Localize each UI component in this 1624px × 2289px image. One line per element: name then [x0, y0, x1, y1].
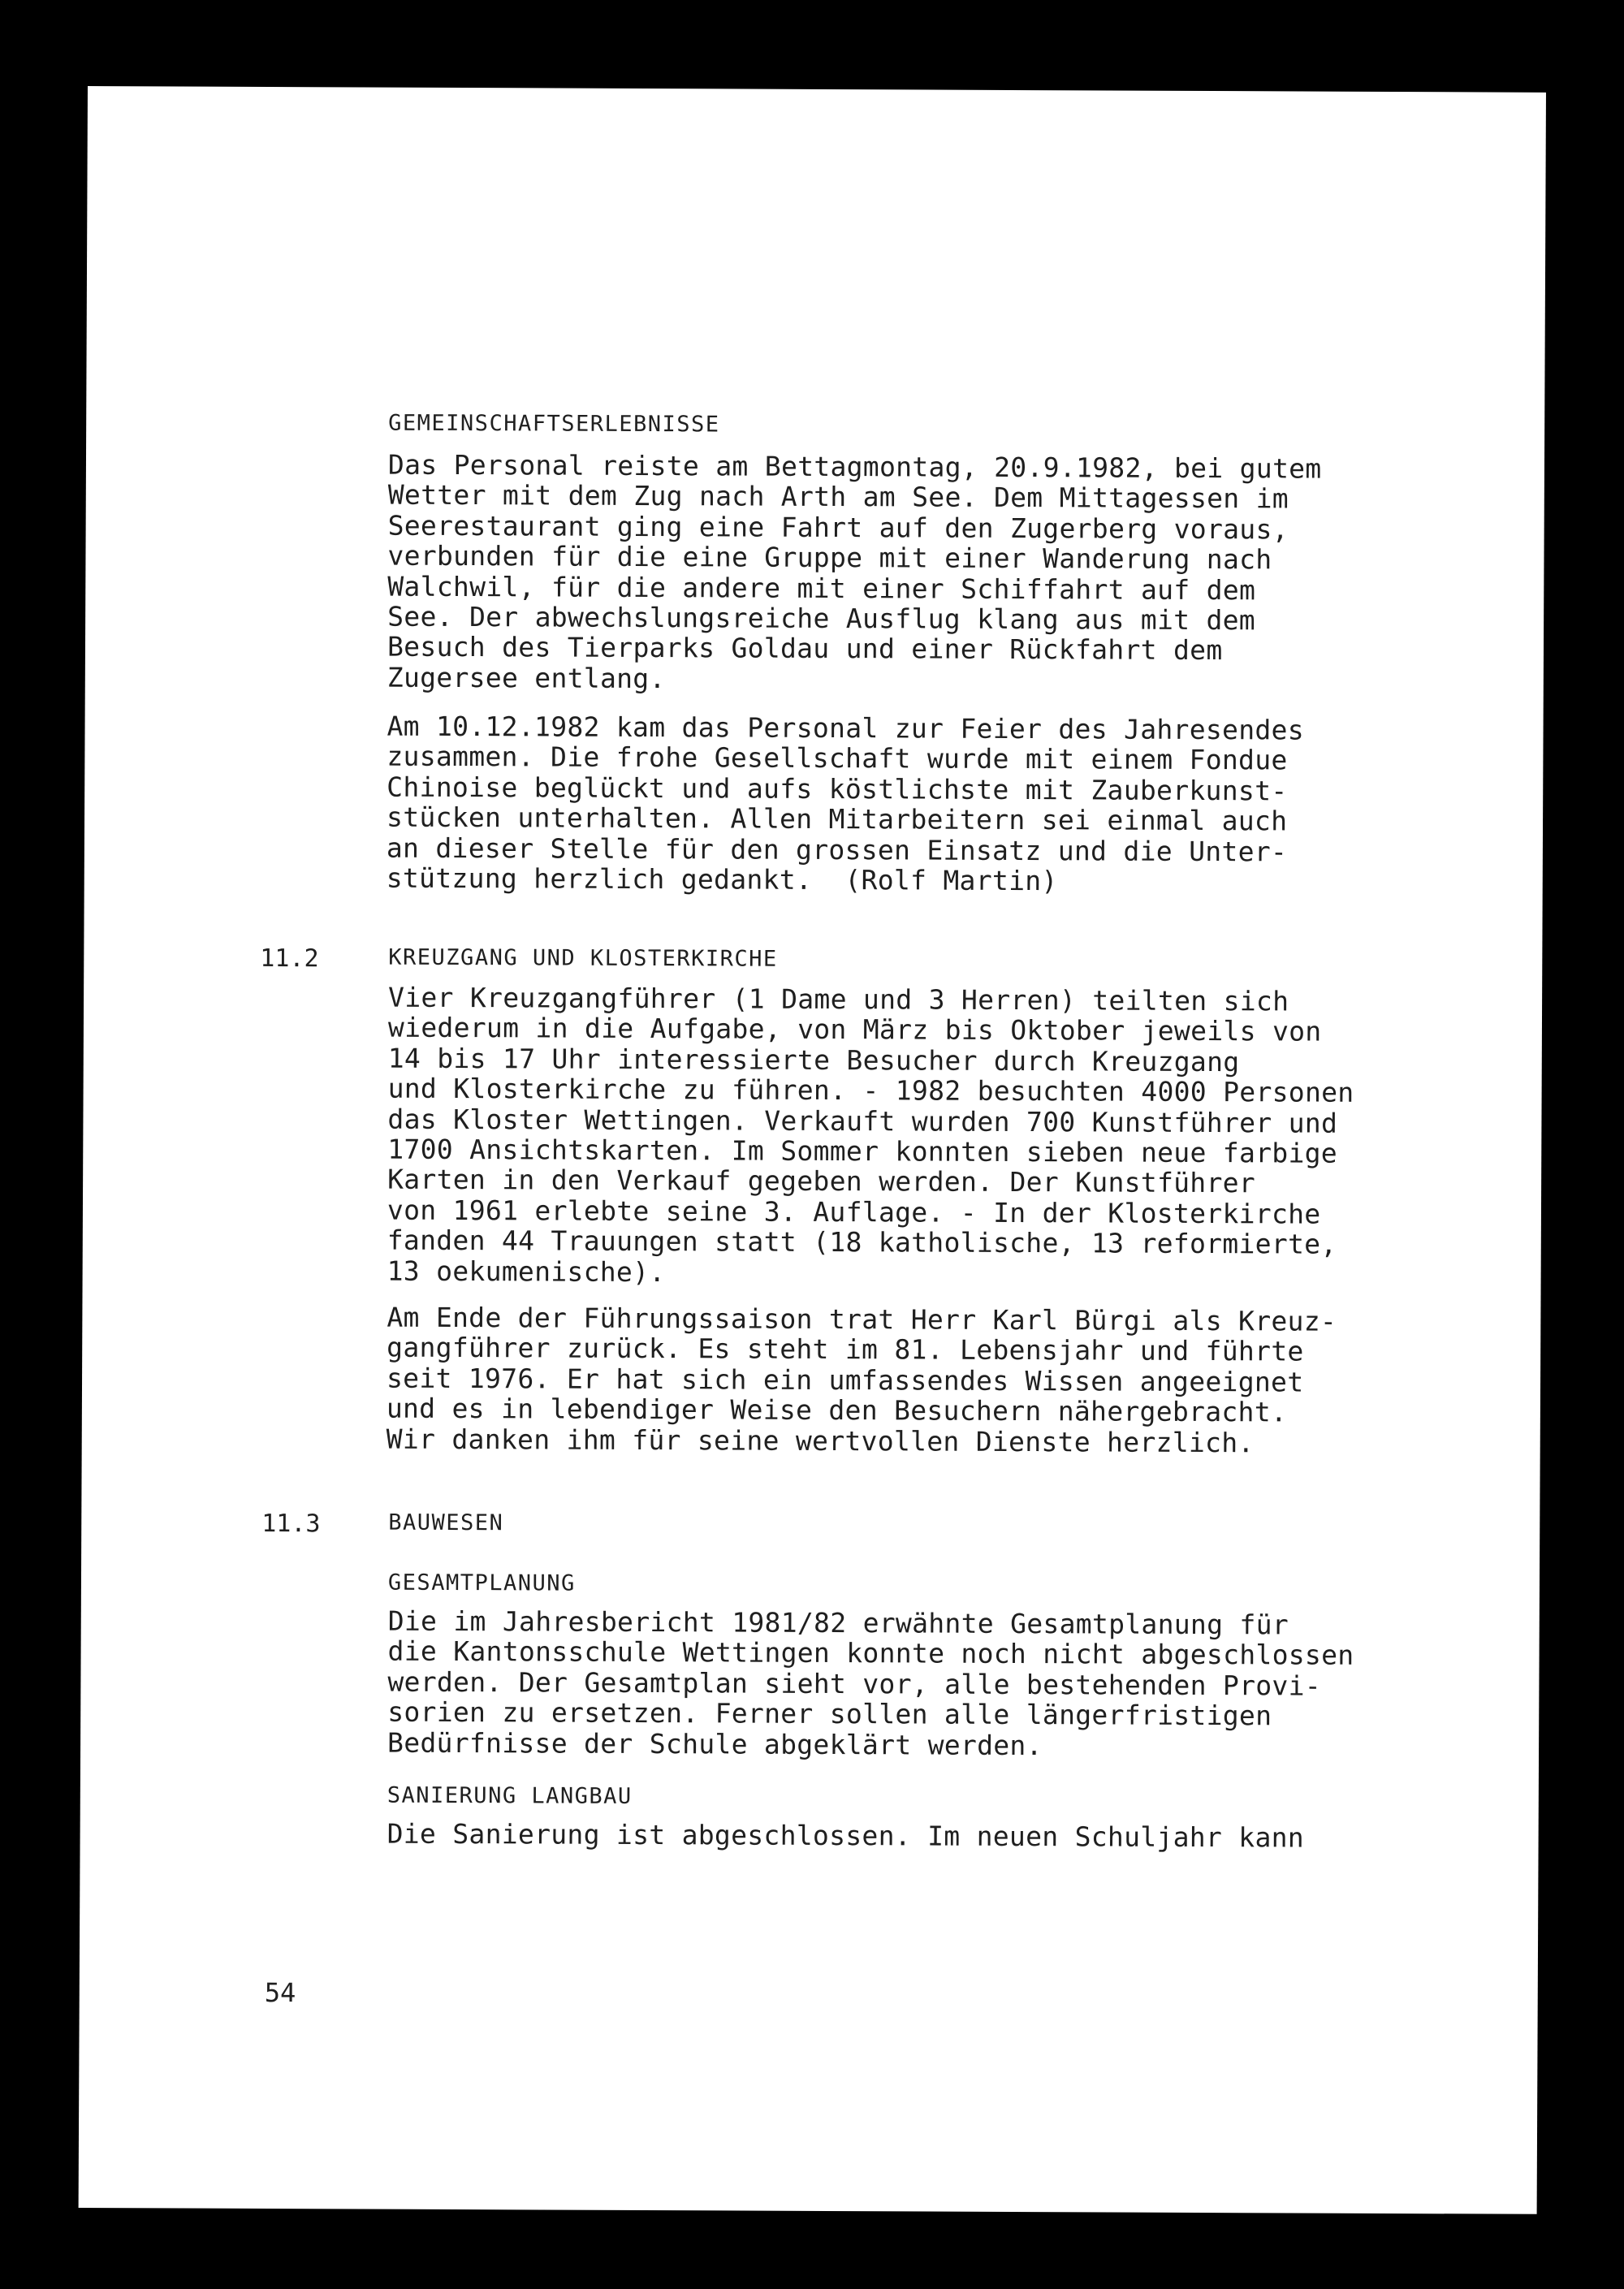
paragraph-karl-buergi: Am Ende der Führungssaison trat Herr Karl Bürgi als Kreuz- gangführer zurück. Es steht im 81. Lebensjahr und führte seit 1976. Er hat sich ein umfassendes Wissen angeeignet und es in lebendiger Weise den Besuchern nähergebracht. Wir danken ihm für seine wertvollen Dienste herzlich. [386, 1301, 1337, 1458]
paragraph-personal-ausflug: Das Personal reiste am Bettagmontag, 20.9.1982, bei gutem Wetter mit dem Zug nach Arth am See. Dem Mittagessen im Seerestaurant ging eine Fahrt auf den Zugerberg voraus, verbunden für die eine Gruppe mit einer Wanderung nach Walchwil, für die andere mit einer Schiffahrt auf dem See. Der abwechslungsreiche Ausflug klang aus mit dem Besuch des Tierparks Goldau und einer Rückfahrt dem Zugersee entlang. [387, 448, 1322, 694]
section-heading-bauwesen: BAUWESEN [388, 1509, 504, 1536]
page-number: 54 [264, 1976, 296, 2009]
document-page [79, 86, 1546, 2214]
section-heading-kreuzgang: KREUZGANG UND KLOSTERKIRCHE [388, 944, 778, 972]
paragraph-gesamtplanung: Die im Jahresbericht 1981/82 erwähnte Gesamtplanung für die Kantonsschule Wettingen konnte noch nicht abgeschlossen werden. Der Gesamtplan sieht vor, alle bestehenden Provi- sorien zu ersetzen. Ferner sollen alle längerfristigen Bedürfnisse der Schule abgeklärt werden. [387, 1604, 1354, 1761]
section-number-11-2: 11.2 [260, 944, 319, 974]
subsection-heading-gesamtplanung: GESAMTPLANUNG [387, 1570, 576, 1596]
subsection-heading-sanierung-langbau: SANIERUNG LANGBAU [387, 1782, 633, 1809]
paragraph-sanierung-langbau: Die Sanierung ist abgeschlossen. Im neuen Schuljahr kann [387, 1817, 1305, 1854]
paragraph-jahresende-feier: Am 10.12.1982 kam das Personal zur Feier des Jahresendes zusammen. Die frohe Gesellschaft wurde mit einem Fondue Chinoise beglückt und aufs köstlichste mit Zauberkunst- stücken unterhalten. Allen Mitarbeitern sei einmal auch an dieser Stelle für den grossen Einsatz und die Unter- stützung herzlich gedankt. (Rolf Martin) [386, 710, 1305, 897]
section-number-11-3: 11.3 [261, 1509, 321, 1539]
section-heading-gemeinschaftserlebnisse: GEMEINSCHAFTSERLEBNISSE [388, 410, 720, 438]
paragraph-kreuzgangfuehrer: Vier Kreuzgangführer (1 Dame und 3 Herren) teilten sich wiederum in die Aufgabe, von März bis Oktober jeweils von 14 bis 17 Uhr interessierte Besucher durch Kreuzgang und Klosterkirche zu führen. - 1982 besuchten 4000 Personen das Kloster Wettingen. Verkauft wurden 700 Kunstführer und 1700 Ansichtskarten. Im Sommer konnten sieben neue farbige Karten in den Verkauf gegeben werden. Der Kunstführer von 1961 erlebte seine 3. Auflage. - In der Klosterkirche fanden 44 Trauungen statt (18 katholische, 13 reformierte, 13 oekumenische). [387, 981, 1354, 1288]
